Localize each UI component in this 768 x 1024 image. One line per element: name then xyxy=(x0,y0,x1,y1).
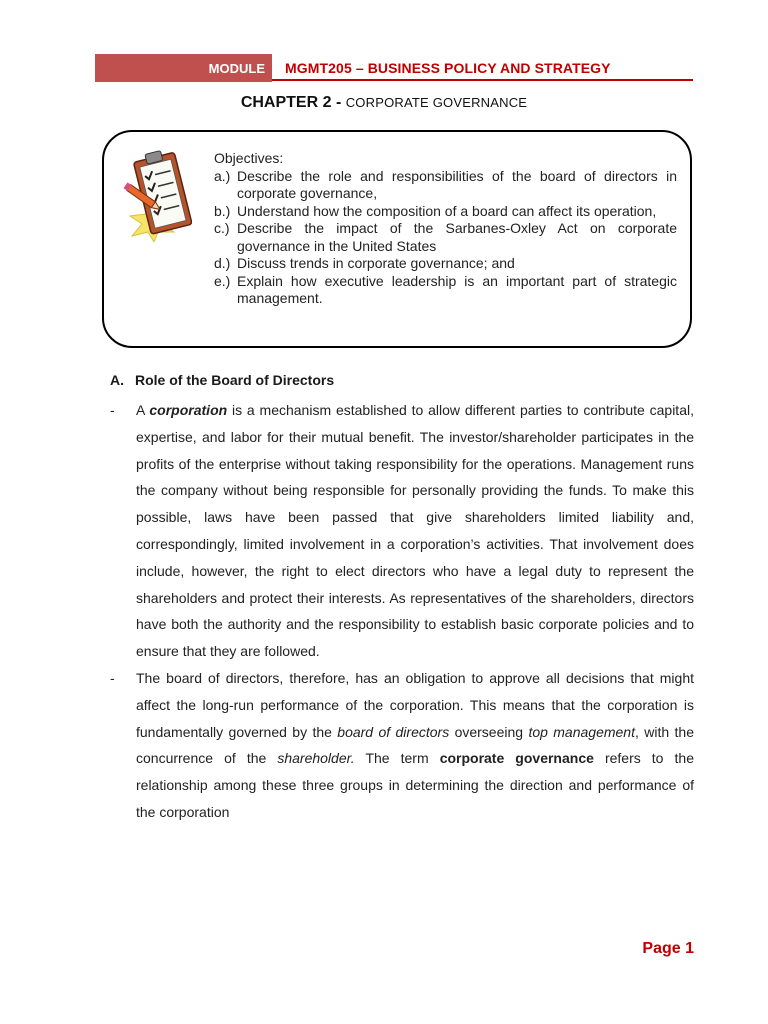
page-number: Page 1 xyxy=(642,940,694,957)
text-run: The term xyxy=(354,750,440,767)
text-run: is a mechanism established to allow different parties to contribute capital, expertise, and labor for their mutual benefit. The investor/shareholder participates in the profits of the enterprise without taking responsibility for the operations. Management runs the company without being responsible for personally providing the funds. To make this possible, laws have been passed that give shareholders limited liability and, correspondingly, limited involvement in a corporation’s activities. That involvement does include, however, the right to elect directors who have a legal duty to represent the shareholders and protect their interests. As representatives of the shareholders, directors have both the authority and the responsibility to establish basic corporate policies and to ensure that they are followed. xyxy=(136,402,694,660)
section-heading xyxy=(110,372,334,388)
objective-text: Describe the role and responsibilities of the board of directors in corporate governance, xyxy=(237,167,677,201)
text-run: overseeing xyxy=(449,723,529,740)
text-run: A xyxy=(136,402,150,418)
chapter-title xyxy=(0,94,768,112)
objective-marker: d.) xyxy=(214,255,231,271)
objectives-content xyxy=(214,150,677,308)
objective-item xyxy=(214,203,677,221)
objective-marker: e.) xyxy=(214,272,231,289)
chapter-label: CHAPTER 2 - xyxy=(240,94,342,111)
objective-text: Describe the impact of the Sarbanes-Oxley Act on corporate governance in the United States xyxy=(237,220,677,254)
bullet-dash: - xyxy=(110,669,115,686)
term-shareholder: shareholder. xyxy=(277,750,355,767)
objective-item xyxy=(214,255,677,273)
paragraph-board-obligation xyxy=(110,665,694,826)
text-run: The board of directors, therefore, has an obligation to approve all decisions that might affect the long-run performance of the corporation. This means that the corporation is fundamentally governed by the xyxy=(136,669,694,740)
module-header xyxy=(95,54,693,82)
body-text xyxy=(110,397,694,826)
objectives-heading: Objectives: xyxy=(214,150,284,166)
course-title: MGMT205 – BUSINESS POLICY AND STRATEGY xyxy=(285,60,611,76)
objective-item xyxy=(214,220,677,255)
section-letter: A. xyxy=(110,372,124,388)
text-run: refers to the relationship among these three groups in determining the direction and performance of the corporation xyxy=(136,750,694,820)
objective-marker: c.) xyxy=(214,220,230,236)
objective-text: Understand how the composition of a board can affect its operation, xyxy=(237,202,657,219)
header-underline xyxy=(272,79,693,81)
objectives-list xyxy=(214,168,677,308)
term-corporation: corporation xyxy=(149,402,228,418)
objective-marker: a.) xyxy=(214,167,231,184)
objective-marker: b.) xyxy=(214,202,231,219)
term-top-management: top management xyxy=(528,723,635,740)
term-corporate-governance: corporate governance xyxy=(439,750,594,767)
objective-text: Explain how executive leadership is an important part of strategic management. xyxy=(237,272,677,306)
paragraph-corporation xyxy=(110,397,694,665)
chapter-subtitle: CORPORATE GOVERNANCE xyxy=(345,95,528,110)
section-title: Role of the Board of Directors xyxy=(135,372,335,388)
objective-item xyxy=(214,273,677,308)
objective-text: Discuss trends in corporate governance; and xyxy=(237,255,515,271)
objective-item xyxy=(214,168,677,203)
text-run: , with the concurrence of the xyxy=(136,723,694,767)
module-label: MODULE xyxy=(95,54,272,82)
term-board-of-directors: board of directors xyxy=(337,723,450,740)
bullet-dash: - xyxy=(110,402,115,418)
clipboard-checklist-icon xyxy=(120,146,192,242)
objectives-box xyxy=(102,130,692,348)
